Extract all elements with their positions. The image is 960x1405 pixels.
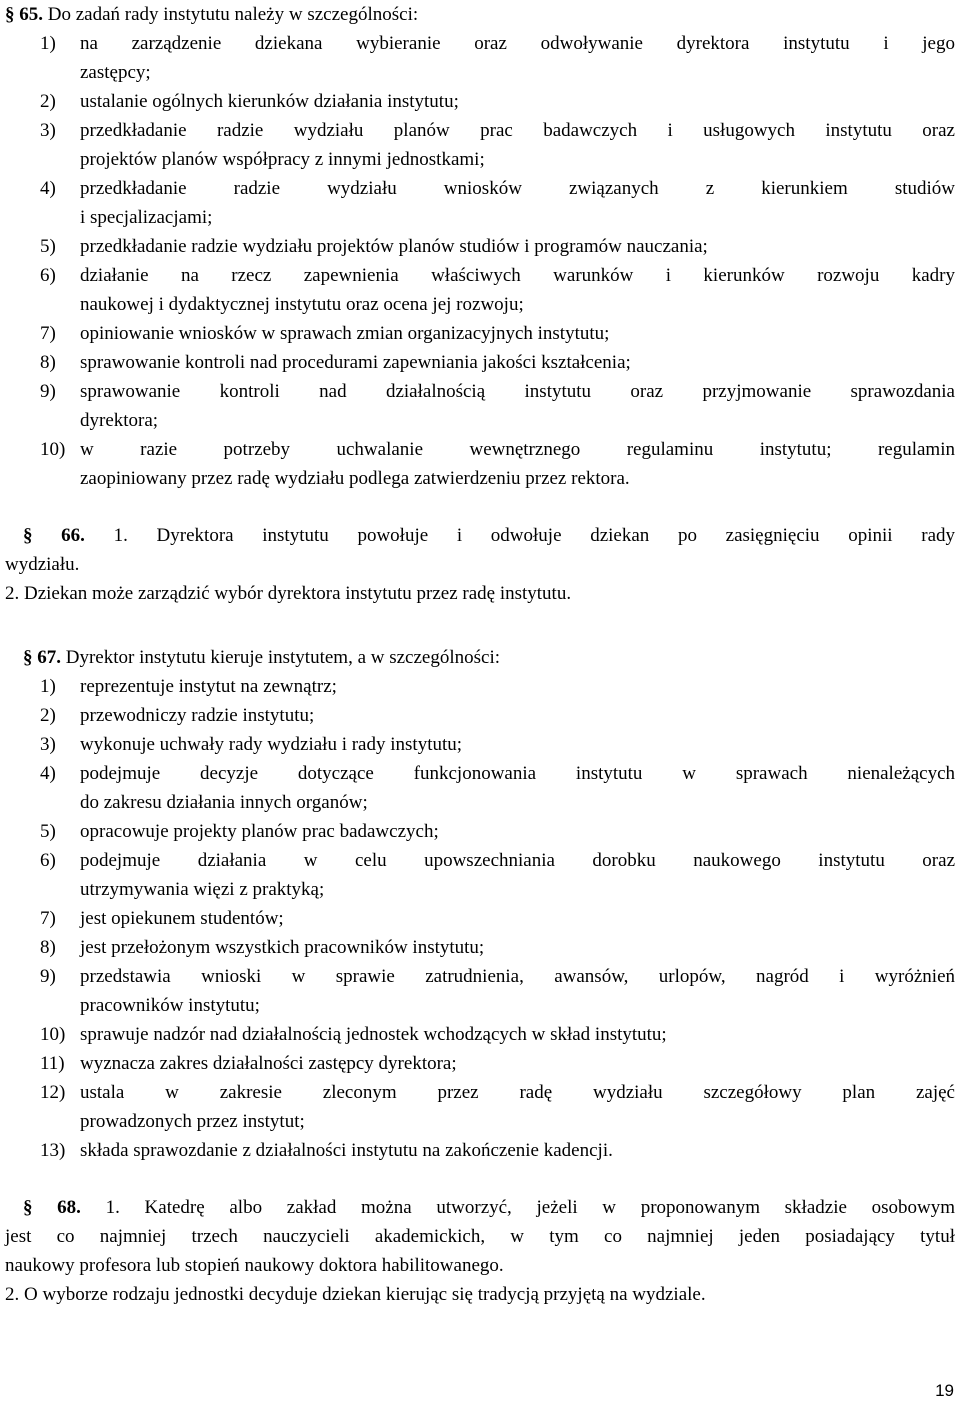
section-66-paragraph-2: 2. Dziekan może zarządzić wybór dyrektora instytutu przez radę instytutu. bbox=[5, 583, 572, 604]
section-68-p1-line2: jest co najmniej trzech nauczycieli akademickich, w tym co najmniej jeden posiadający tytuł bbox=[5, 1226, 955, 1247]
section-66-p1-line2: wydziału. bbox=[5, 554, 80, 575]
list-item-text: podejmuje działania w celu upowszechniania dorobku naukowego instytutu oraz bbox=[80, 850, 955, 871]
section-68-p1-line3: naukowy profesora lub stopień naukowy doktora habilitowanego. bbox=[5, 1255, 504, 1276]
list-item-text: przedkładanie radzie wydziału projektów planów studiów i programów nauczania; bbox=[80, 236, 708, 257]
list-item-text-continued: naukowej i dydaktycznej instytutu oraz ocena jej rozwoju; bbox=[80, 294, 524, 315]
section-65-heading bbox=[5, 0, 955, 29]
list-item-text: reprezentuje instytut na zewnątrz; bbox=[80, 676, 337, 697]
list-item-number: 6) bbox=[40, 265, 56, 286]
list-item bbox=[5, 730, 955, 759]
list-item-number: 10) bbox=[40, 439, 66, 460]
list-item-number: 10) bbox=[40, 1024, 66, 1045]
list-item bbox=[5, 348, 955, 377]
section-66-paragraph-1 bbox=[5, 521, 955, 550]
section-65-list bbox=[5, 29, 955, 493]
list-item-text: wykonuje uchwały rady wydziału i rady instytutu; bbox=[80, 734, 463, 755]
list-item-continuation bbox=[5, 1107, 955, 1136]
list-item-number: 1) bbox=[40, 676, 56, 697]
list-item-number: 5) bbox=[40, 236, 56, 257]
list-item-text: przedkładanie radzie wydziału planów prac badawczych i usługowych instytutu oraz bbox=[80, 120, 955, 141]
section-68-number: § 68. bbox=[23, 1197, 81, 1218]
list-item-number: 3) bbox=[40, 734, 56, 755]
list-item-text: ustala w zakresie zleconym przez radę wydziału szczegółowy plan zajęć bbox=[80, 1082, 955, 1103]
list-item-text: opracowuje projekty planów prac badawczych; bbox=[80, 821, 439, 842]
list-item-number: 7) bbox=[40, 323, 56, 344]
list-item bbox=[5, 701, 955, 730]
section-68-paragraph-2: 2. O wyborze rodzaju jednostki decyduje dziekan kierując się tradycją przyjętą na wydziale. bbox=[5, 1284, 706, 1305]
list-item-number: 9) bbox=[40, 381, 56, 402]
list-item-number: 4) bbox=[40, 178, 56, 199]
list-item bbox=[5, 1020, 955, 1049]
list-item-continuation bbox=[5, 203, 955, 232]
list-item-continuation bbox=[5, 788, 955, 817]
list-item-number: 2) bbox=[40, 705, 56, 726]
section-67 bbox=[5, 643, 955, 1165]
list-item bbox=[5, 29, 955, 58]
list-item-text: przedstawia wnioski w sprawie zatrudnienia, awansów, urlopów, nagród i wyróżnień bbox=[80, 966, 955, 987]
list-item bbox=[5, 672, 955, 701]
list-item-text: przewodniczy radzie instytutu; bbox=[80, 705, 315, 726]
list-item-number: 11) bbox=[40, 1053, 65, 1074]
list-item-text: sprawowanie kontroli nad procedurami zapewniania jakości kształcenia; bbox=[80, 352, 631, 373]
section-67-number: § 67. bbox=[23, 647, 61, 668]
list-item bbox=[5, 933, 955, 962]
list-item-text-continued: zaopiniowany przez radę wydziału podlega zatwierdzeniu przez rektora. bbox=[80, 468, 630, 489]
list-item bbox=[5, 759, 955, 788]
list-item-text: działanie na rzecz zapewnienia właściwych warunków i kierunków rozwoju kadry bbox=[80, 265, 955, 286]
section-68-p1-text1: 1. Katedrę albo zakład można utworzyć, jeżeli w proponowanym składzie osobowym bbox=[105, 1197, 955, 1218]
list-item-number: 7) bbox=[40, 908, 56, 929]
section-67-heading bbox=[5, 643, 955, 672]
list-item-text-continued: pracowników instytutu; bbox=[80, 995, 260, 1016]
section-65-number: § 65. bbox=[5, 4, 43, 25]
list-item-continuation bbox=[5, 406, 955, 435]
list-item-text-continued: do zakresu działania innych organów; bbox=[80, 792, 368, 813]
list-item-number: 5) bbox=[40, 821, 56, 842]
list-item bbox=[5, 904, 955, 933]
list-item-text-continued: prowadzonych przez instytut; bbox=[80, 1111, 305, 1132]
list-item bbox=[5, 87, 955, 116]
list-item-text-continued: dyrektora; bbox=[80, 410, 159, 431]
section-65-intro: Do zadań rady instytutu należy w szczególności: bbox=[47, 4, 419, 25]
section-68 bbox=[5, 1193, 955, 1309]
section-68-p1-line1 bbox=[5, 1193, 955, 1222]
list-item-number: 13) bbox=[40, 1140, 66, 1161]
list-item-text: jest opiekunem studentów; bbox=[80, 908, 284, 929]
list-item bbox=[5, 232, 955, 261]
section-67-intro: Dyrektor instytutu kieruje instytutem, a w szczególności: bbox=[65, 647, 501, 668]
list-item-number: 8) bbox=[40, 937, 56, 958]
list-item-text-continued: utrzymywania więzi z praktyką; bbox=[80, 879, 325, 900]
list-item-continuation bbox=[5, 875, 955, 904]
list-item-continuation bbox=[5, 145, 955, 174]
list-item-text: podejmuje decyzje dotyczące funkcjonowania instytutu w sprawach nienależących bbox=[80, 763, 955, 784]
list-item-text: sprawuje nadzór nad działalnością jednostek wchodzących w skład instytutu; bbox=[80, 1024, 667, 1045]
list-item-number: 6) bbox=[40, 850, 56, 871]
list-item bbox=[5, 846, 955, 875]
list-item-text: sprawowanie kontroli nad działalnością instytutu oraz przyjmowanie sprawozdania bbox=[80, 381, 955, 402]
list-item bbox=[5, 377, 955, 406]
section-66 bbox=[5, 521, 955, 608]
list-item-text-continued: zastępcy; bbox=[80, 62, 151, 83]
list-item bbox=[5, 261, 955, 290]
list-item-text: opiniowanie wniosków w sprawach zmian organizacyjnych instytutu; bbox=[80, 323, 610, 344]
list-item bbox=[5, 962, 955, 991]
list-item-text: składa sprawozdanie z działalności instytutu na zakończenie kadencji. bbox=[80, 1140, 613, 1161]
list-item bbox=[5, 1136, 955, 1165]
list-item-continuation bbox=[5, 58, 955, 87]
list-item bbox=[5, 319, 955, 348]
list-item-text: wyznacza zakres działalności zastępcy dyrektora; bbox=[80, 1053, 457, 1074]
list-item bbox=[5, 116, 955, 145]
list-item bbox=[5, 435, 955, 464]
list-item-text: przedkładanie radzie wydziału wniosków związanych z kierunkiem studiów bbox=[80, 178, 955, 199]
section-67-list bbox=[5, 672, 955, 1165]
list-item-number: 12) bbox=[40, 1082, 66, 1103]
section-66-p1-line1: 1. Dyrektora instytutu powołuje i odwołuje dziekan po zasięgnięciu opinii rady bbox=[113, 525, 956, 546]
list-item-number: 3) bbox=[40, 120, 56, 141]
list-item-text: ustalanie ogólnych kierunków działania instytutu; bbox=[80, 91, 459, 112]
list-item-text-continued: projektów planów współpracy z innymi jednostkami; bbox=[80, 149, 485, 170]
list-item bbox=[5, 817, 955, 846]
list-item-continuation bbox=[5, 290, 955, 319]
list-item-continuation bbox=[5, 991, 955, 1020]
list-item-number: 4) bbox=[40, 763, 56, 784]
list-item bbox=[5, 1078, 955, 1107]
list-item-continuation bbox=[5, 464, 955, 493]
list-item-number: 2) bbox=[40, 91, 56, 112]
page-number: 19 bbox=[935, 1381, 954, 1400]
list-item-text: w razie potrzeby uchwalanie wewnętrznego regulaminu instytutu; regulamin bbox=[80, 439, 955, 460]
list-item-number: 9) bbox=[40, 966, 56, 987]
list-item-text: na zarządzenie dziekana wybieranie oraz odwoływanie dyrektora instytutu i jego bbox=[80, 33, 955, 54]
section-65 bbox=[5, 0, 955, 493]
list-item-number: 8) bbox=[40, 352, 56, 373]
list-item bbox=[5, 1049, 955, 1078]
list-item-text: jest przełożonym wszystkich pracowników instytutu; bbox=[80, 937, 485, 958]
list-item-text-continued: i specjalizacjami; bbox=[80, 207, 213, 228]
list-item-number: 1) bbox=[40, 33, 56, 54]
section-66-number: § 66. bbox=[23, 525, 85, 546]
list-item bbox=[5, 174, 955, 203]
